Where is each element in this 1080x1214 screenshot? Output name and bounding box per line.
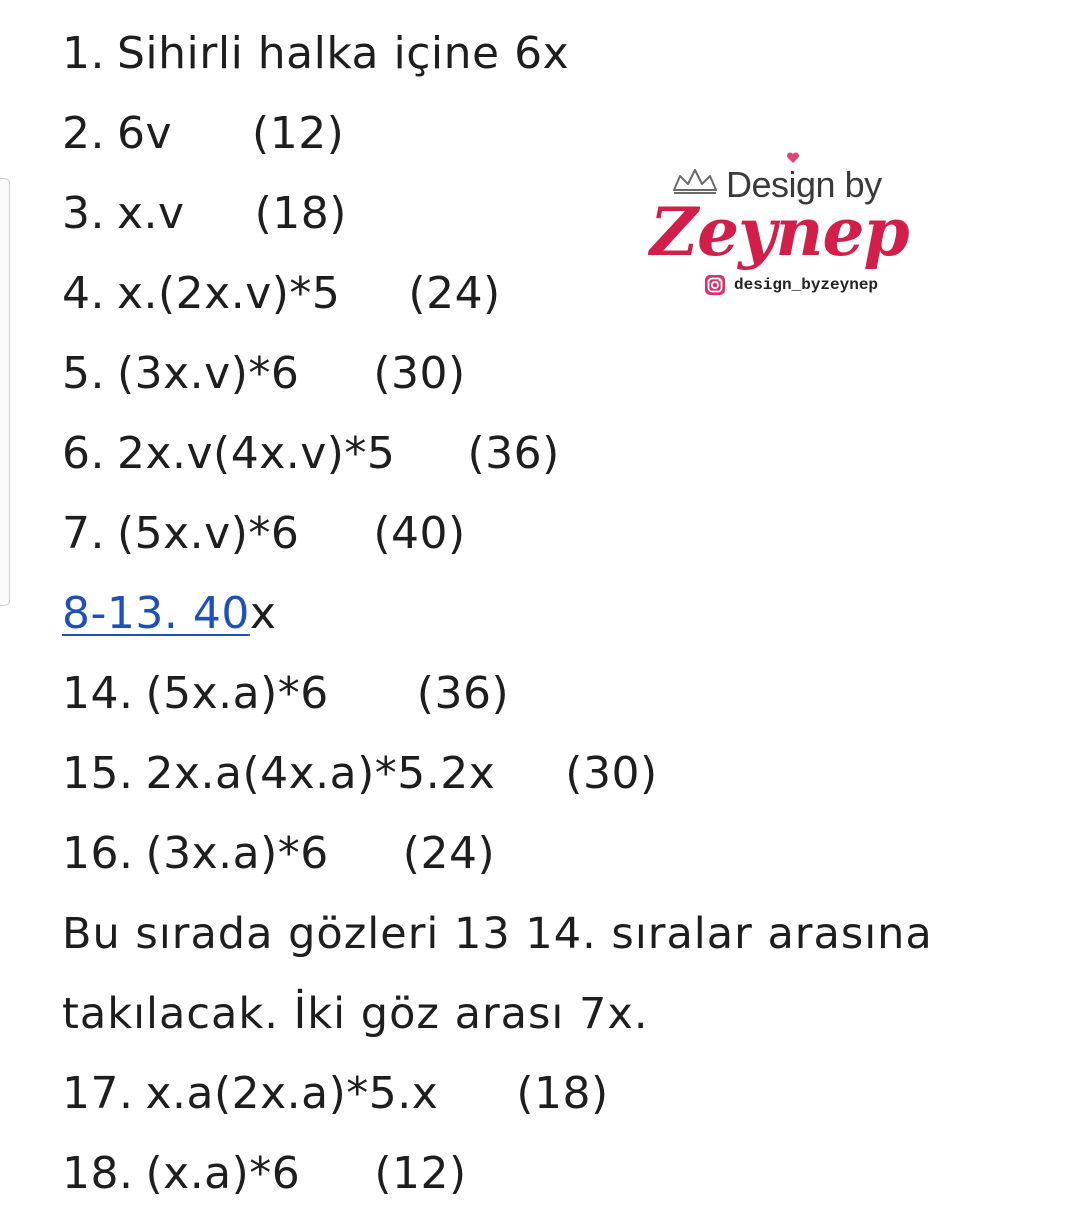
row-stitches: x.(2x.v)*5 xyxy=(116,268,341,319)
row-stitches: x xyxy=(249,588,277,639)
design-by-text: Design by xyxy=(726,164,882,205)
instagram-handle: design_byzeynep xyxy=(734,276,879,294)
pattern-row xyxy=(62,1054,1062,1134)
row-count: (12) xyxy=(252,108,345,159)
pattern-row xyxy=(62,414,1062,494)
pattern-lines xyxy=(62,14,1062,1214)
row-stitches: (x.a)*6 xyxy=(145,1148,301,1199)
note-line: takılacak. İki göz arası 7x. xyxy=(62,989,649,1039)
brand-name: Zeynep xyxy=(650,193,909,271)
note-line: Bu sırada gözleri 13 14. sıralar arasına xyxy=(62,909,933,959)
pattern-row xyxy=(62,814,1062,894)
pattern-row xyxy=(62,734,1062,814)
side-panel-edge[interactable] xyxy=(0,178,10,606)
pattern-row xyxy=(62,334,1062,414)
row-count: (30) xyxy=(565,748,658,799)
row-stitches: Sihirli halka içine 6x xyxy=(116,28,570,79)
row-count: (24) xyxy=(408,268,501,319)
row-count: (12) xyxy=(374,1148,467,1199)
row-count: (30) xyxy=(373,348,466,399)
row-count: (18) xyxy=(254,188,347,239)
pattern-row xyxy=(62,174,1062,254)
row-stitches: (3x.a)*6 xyxy=(145,828,329,879)
row-number: 2. xyxy=(62,108,105,159)
pattern-row xyxy=(62,254,1062,334)
row-stitches: (5x.a)*6 xyxy=(145,668,329,719)
row-number: 3. xyxy=(62,188,105,239)
pattern-row xyxy=(62,14,1062,94)
rows-range-link[interactable]: 8-13. 40 xyxy=(62,588,250,639)
row-stitches: 2x.v(4x.v)*5 xyxy=(116,428,396,479)
instagram-tag xyxy=(704,274,878,296)
row-number: 7. xyxy=(62,508,105,559)
row-count: (24) xyxy=(402,828,496,879)
row-number: 4. xyxy=(62,268,105,319)
row-number: 16. xyxy=(62,828,134,879)
row-number: 17. xyxy=(62,1068,134,1119)
row-count: (40) xyxy=(373,508,466,559)
row-count: (36) xyxy=(467,428,560,479)
row-number: 18. xyxy=(62,1148,134,1199)
row-stitches: x.v xyxy=(116,188,185,239)
instagram-icon xyxy=(704,274,726,296)
pattern-row xyxy=(62,1134,1062,1214)
row-stitches: (5x.v)*6 xyxy=(116,508,300,559)
design-by-zeynep-logo xyxy=(648,152,908,302)
row-stitches: 6v xyxy=(116,108,173,159)
row-stitches: x.a(2x.a)*5.x xyxy=(145,1068,439,1119)
heart-icon xyxy=(786,152,800,164)
pattern-row xyxy=(62,94,1062,174)
row-number: 14. xyxy=(62,668,134,719)
row-stitches: (3x.v)*6 xyxy=(116,348,300,399)
pattern-row xyxy=(62,494,1062,574)
row-count: (18) xyxy=(516,1068,609,1119)
pattern-row xyxy=(62,574,1062,654)
row-number: 15. xyxy=(62,748,134,799)
pattern-row xyxy=(62,654,1062,734)
row-stitches: 2x.a(4x.a)*5.2x xyxy=(145,748,496,799)
row-number: 6. xyxy=(62,428,105,479)
row-count: (36) xyxy=(416,668,510,719)
row-number: 1. xyxy=(62,28,105,79)
row-number: 5. xyxy=(62,348,105,399)
